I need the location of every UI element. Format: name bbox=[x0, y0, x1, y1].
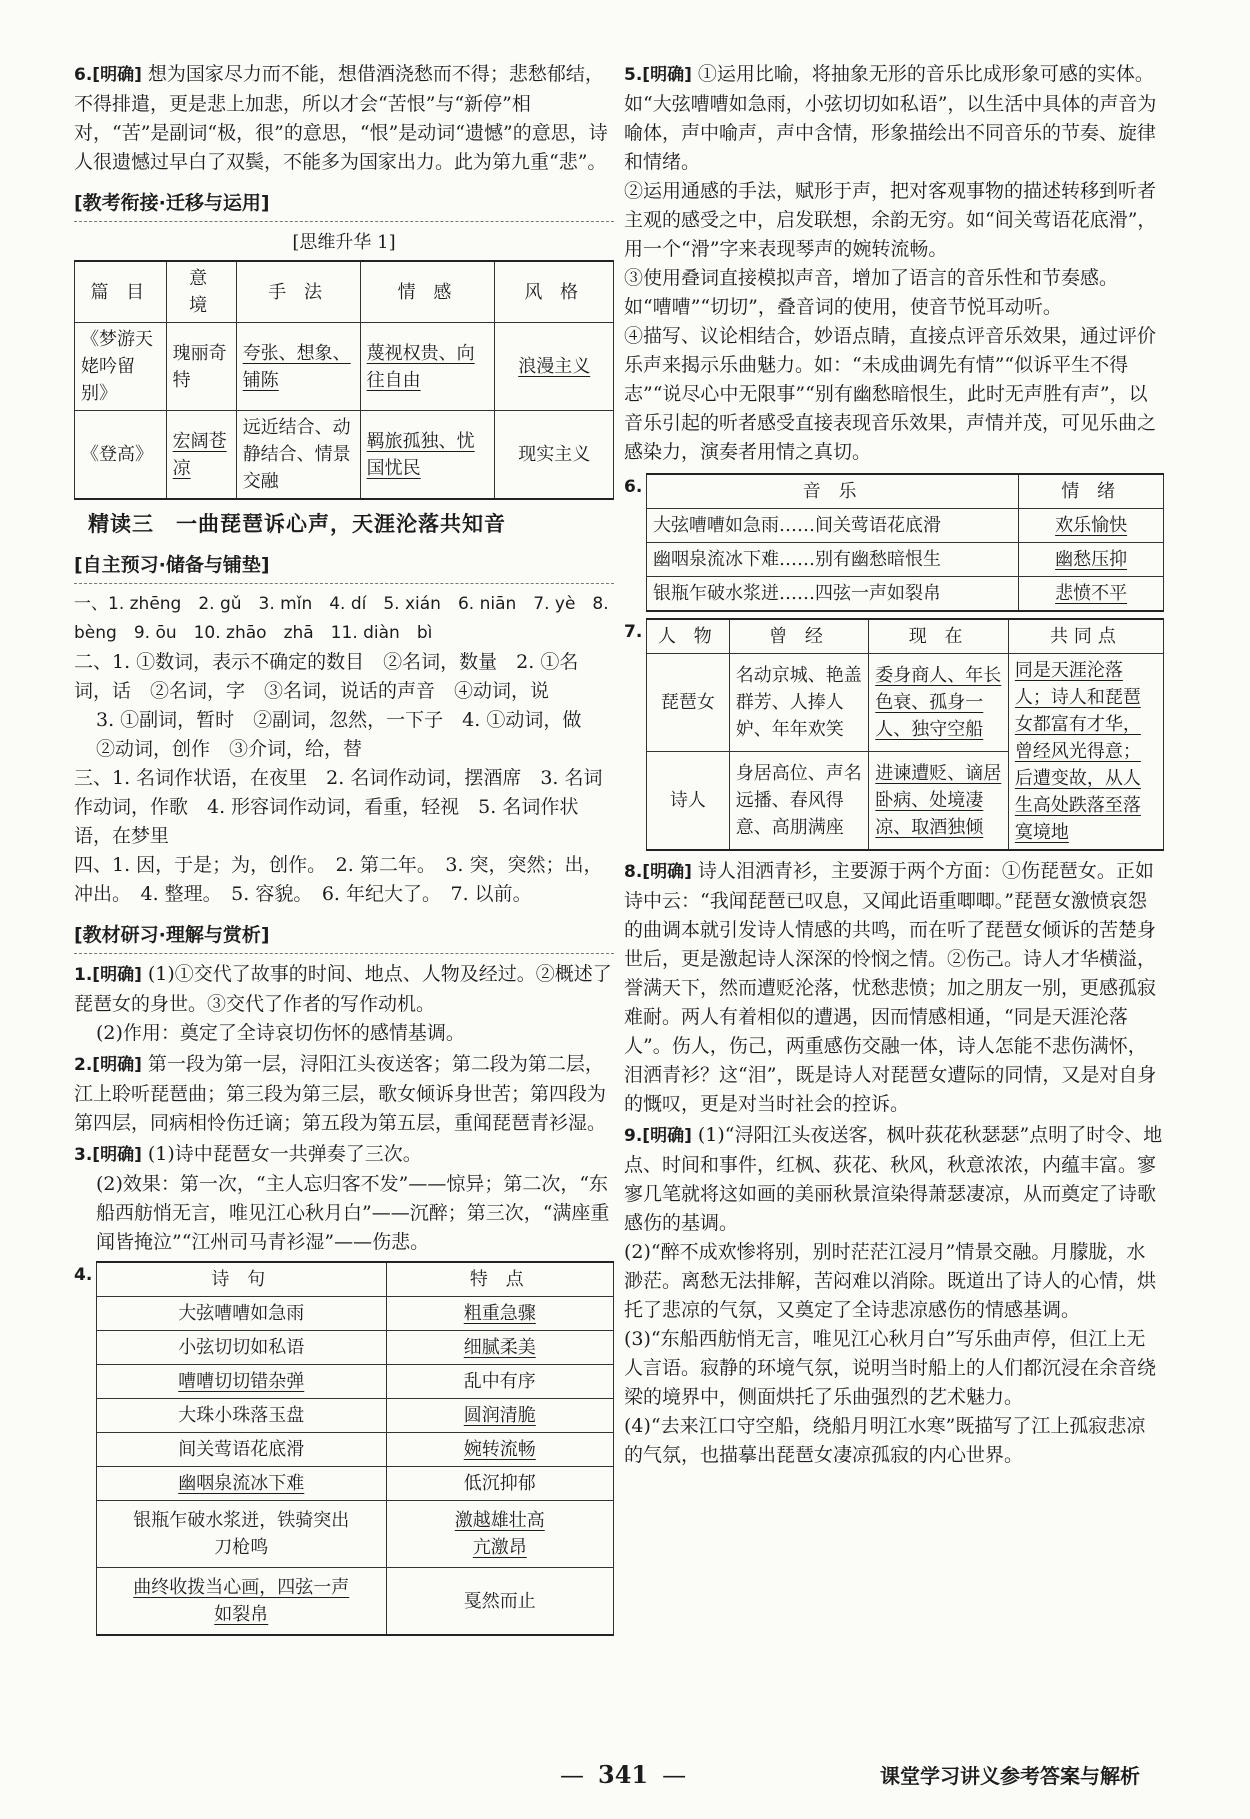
answer-5: 5.[明确] ①运用比喻，将抽象无形的音乐比成形象可感的实体。如“大弦嘈嘈如急雨，小弦切切如私语”，以生活中具体的声音为喻体，声中喻声，声中含情，形象描绘出不同音乐的节奏、旋律和情绪。 ②运用通感的手法，赋形于声，把对客观事物的描述转移到听者主观的感受之中，启发联想，余韵无穷。如“间关莺语花底滑”，用一个“滑”字来表现琴声的婉转流畅。 ③使用叠词直接模拟声音，增加了语言的音乐性和节奏感。如“嘈嘈”“切切”，叠音词的使用，使音节悦耳动听。 ④描写、议论相结合，妙语点睛，直接点评音乐效果，通过评价乐声来揭示乐曲魅力。如：“未成曲调先有情”“似诉平生不得志”“说尽心中无限事”“别有幽愁暗恨生，此时无声胜有声”，以音乐引起的听者感受直接表现音乐效果，声情并茂，可见乐曲之感染力，演奏者用情之真切。 bbox=[624, 63, 1157, 463]
table-row: 大珠小珠落玉盘 圆润清脆 bbox=[97, 1399, 614, 1433]
right-column bbox=[624, 60, 1164, 1472]
answer-3: 3.[明确] (1)诗中琵琶女一共弹奏了三次。 (2)效果：第一次，“主人忘归客不发”——惊异；第二次，“东船西舫悄无言，唯见江心秋月白”——沉醉；第三次，“满座重闻皆掩泣”“江州司马青衫湿”——伤悲。 bbox=[74, 1143, 610, 1253]
table-row: 幽咽泉流冰下难 低沉抑郁 bbox=[97, 1467, 614, 1501]
preview-3: 三、1. 名词作状语，在夜里 2. 名词作动词，摆酒席 3. 名词作动词，作歌 4. 形容词作动词，看重，轻视 5. 名词作状语，在梦里 bbox=[74, 767, 603, 847]
table-row: 大弦嘈嘈如急雨……间关莺语花底滑 欢乐愉快 bbox=[647, 509, 1164, 543]
answer-8: 8.[明确] 诗人泪洒青衫，主要源于两个方面：①伤琵琶女。正如诗中云：“我闻琵琶已叹息，又闻此语重唧唧。”琵琶女激愤哀怨的曲调本就引发诗人情感的共鸣，而在听了琵琶女倾诉的苦楚身世后，更是激起诗人深深的怜悯之情。②伤己。诗人才华横溢，誉满天下，然而遭贬沦落，忧愁悲愤；加之朋友一别，更感孤寂难耐。两人有着相似的遭遇，因而情感相通，“同是天涯沦落人”。伤人，伤己，两重感伤交融一体，诗人怎能不悲伤满怀，泪洒青衫？这“泪”，既是诗人对琵琶女遭际的同情，又是对自身的慨叹，更是对当时社会的控诉。 bbox=[624, 860, 1157, 1115]
pinyin-answers: 一、1. zhēng 2. gǔ 3. mǐn 4. dí 5. xián 6. niān 7. yè 8. bèng 9. ōu 10. zhāo zhā 11. diàn bì bbox=[74, 594, 609, 643]
table-row: 大弦嘈嘈如急雨 粗重急骤 bbox=[97, 1297, 614, 1331]
table-row: 琵琶女 名动京城、艳盖群芳、人捧人妒、年年欢笑 委身商人、年长色衰、孤身一人、独守空船 同是天涯沦落人；诗人和琵琶女都富有才华，曾经风光得意；后遭变故，从人生高处跌落至落寞境地 bbox=[647, 654, 1164, 752]
preview-2b: 3. ①副词，暂时 ②副词，忽然，一下子 4. ①动词，做 ②动词，创作 ③介词，给，替 bbox=[96, 709, 601, 760]
section-header-1: [教考衔接·迁移与运用] bbox=[74, 189, 614, 222]
section-title: 精读三 一曲琵琶诉心声，天涯沦落共知音 bbox=[88, 512, 506, 536]
music-emotion-table: 音 乐 情 绪 大弦嘈嘈如急雨……间关莺语花底滑 欢乐愉快 幽咽泉流冰下难……别有幽愁暗恨生 幽愁压抑 银瓶乍破水浆迸……四弦一声如裂帛 悲愤不平 bbox=[646, 473, 1164, 612]
footer-title: 课堂学习讲义参考答案与解析 bbox=[880, 1764, 1140, 1788]
section-header-3: [教材研习·理解与赏析] bbox=[74, 921, 614, 954]
table-row: 银瓶乍破水浆迸，铁骑突出刀枪鸣 激越雄壮高亢激昂 bbox=[97, 1501, 614, 1568]
page-footer bbox=[0, 1760, 1250, 1800]
answer-2: 2.[明确] 第一段为第一层，浔阳江头夜送客；第二段为第二层，江上聆听琵琶曲；第三段为第三层，歌女倾诉身世苦；第四段为第四层，同病相怜伤迁谪；第五段为第五层，重闻琵琶青衫湿。 bbox=[74, 1053, 607, 1134]
left-column bbox=[74, 60, 614, 1636]
table-row: 《登高》 宏阔苍凉 远近结合、动静结合、情景交融 羁旅孤独、忧国忧民 现实主义 bbox=[75, 411, 614, 500]
preview-2a: 二、1. ①数词，表示不确定的数目 ②名词，数量 2. ①名词，话 ②名词，字 ③名词，说话的声音 ④动词，说 bbox=[74, 651, 579, 702]
section-header-2: [自主预习·储备与铺垫] bbox=[74, 551, 614, 584]
table-row: 《梦游天姥吟留别》 瑰丽奇特 夸张、想象、铺陈 蔑视权贵、向往自由 浪漫主义 bbox=[75, 323, 614, 411]
table1-caption: [思维升华 1] bbox=[292, 232, 396, 253]
poem-compare-table: 篇 目 意 境 手 法 情 感 风 格 《梦游天姥吟留别》 瑰丽奇特 夸张、想象、铺陈 蔑视权贵、向往自由 浪漫主义 《登高》 宏阔苍凉 远近结合、动静结合、情景交融 羁旅孤独、忧国忧民 现实主义 bbox=[74, 260, 614, 500]
verse-feature-table: 诗 句 特 点 大弦嘈嘈如急雨 粗重急骤 小弦切切如私语 细腻柔美 嘈嘈切切错杂弹 乱中有序 大珠小珠落玉盘 圆润清脆 间关莺语花底滑 婉转流畅 幽咽泉流冰下难 低沉抑郁 银瓶乍破水浆迸，铁骑突出刀枪鸣 激越雄壮高亢激昂 曲终收拨当心画，四弦一声如裂帛 戛然而止 bbox=[96, 1261, 614, 1636]
character-compare-table: 人 物 曾 经 现 在 共同点 琵琶女 名动京城、艳盖群芳、人捧人妒、年年欢笑 委身商人、年长色衰、孤身一人、独守空船 同是天涯沦落人；诗人和琵琶女都富有才华，曾经风光得意；后遭变故，从人生高处跌落至落寞境地 诗人 身居高位、声名远播、春风得意、高朋满座 进谏遭贬、谪居卧病、处境凄凉、取酒独倾 bbox=[646, 618, 1164, 851]
table-row: 银瓶乍破水浆迸……四弦一声如裂帛 悲愤不平 bbox=[647, 577, 1164, 612]
answer-4: 4. 诗 句 特 点 大弦嘈嘈如急雨 粗重急骤 小弦切切如私语 细腻柔美 嘈嘈切切错杂弹 乱中有序 大珠小珠落玉盘 圆润清脆 间关莺语花底滑 婉转流畅 幽咽泉流冰下难 低沉抑郁 银瓶乍破水浆迸，铁骑突出刀枪鸣 激越雄壮高亢激昂 曲终收拨当心画，四弦一声如裂帛 戛然而止 bbox=[74, 1261, 614, 1636]
preview-4: 四、1. 因，于是；为，创作。 2. 第二年。 3. 突，突然；出，冲出。 4. 整理。 5. 容貌。 6. 年纪大了。 7. 以前。 bbox=[74, 854, 603, 905]
table-row: 曲终收拨当心画，四弦一声如裂帛 戛然而止 bbox=[97, 1568, 614, 1636]
table-row: 间关莺语花底滑 婉转流畅 bbox=[97, 1433, 614, 1467]
table-row: 诗人 身居高位、声名远播、春风得意、高朋满座 进谏遭贬、谪居卧病、处境凄凉、取酒独倾 bbox=[647, 751, 1164, 850]
table-row: 嘈嘈切切错杂弹 乱中有序 bbox=[97, 1365, 614, 1399]
answer-6: 6. 音 乐 情 绪 大弦嘈嘈如急雨……间关莺语花底滑 欢乐愉快 幽咽泉流冰下难……别有幽愁暗恨生 幽愁压抑 银瓶乍破水浆迸……四弦一声如裂帛 悲愤不平 bbox=[624, 473, 1164, 612]
answer-9: 9.[明确] (1)“浔阳江头夜送客，枫叶荻花秋瑟瑟”点明了时令、地点、时间和事件，红枫、荻花、秋风，秋意浓浓，内蕴丰富。寥寥几笔就将这如画的美丽秋景渲染得萧瑟凄凉，从而奠定了诗歌感伤的基调。 (2)“醉不成欢惨将别，别时茫茫江浸月”情景交融。月朦胧，水渺茫。离愁无法排解，苦闷难以消除。既道出了诗人的心情，烘托了悲凉的气氛，又奠定了全诗悲凉感伤的情感基调。 (3)“东船西舫悄无言，唯见江心秋月白”写乐曲声停，但江上无人言语。寂静的环境气氛，说明当时船上的人们都沉浸在余音绕梁的境界中，侧面烘托了乐曲强烈的艺术魅力。 (4)“去来江口守空船，绕船月明江水寒”既描写了江上孤寂悲凉的气氛，也描摹出琵琶女凄凉孤寂的内心世界。 bbox=[624, 1124, 1163, 1466]
table-row: 幽咽泉流冰下难……别有幽愁暗恨生 幽愁压抑 bbox=[647, 543, 1164, 577]
answer-1: 1.[明确] (1)①交代了故事的时间、地点、人物及经过。②概述了琵琶女的身世。③交代了作者的写作动机。 (2)作用：奠定了全诗哀切伤怀的感情基调。 bbox=[74, 963, 612, 1044]
page-number: — 341 — bbox=[560, 1760, 686, 1790]
answer-7: 7. 人 物 曾 经 现 在 共同点 琵琶女 名动京城、艳盖群芳、人捧人妒、年年欢笑 委身商人、年长色衰、孤身一人、独守空船 同是天涯沦落人；诗人和琵琶女都富有才华，曾经风光得意；后遭变故，从人生高处跌落至落寞境地 诗人 身居高位、声名远播、春风得意、高朋满座 进谏遭贬、谪居卧病、处境凄凉、取酒独倾 bbox=[624, 618, 1164, 851]
answer-6-left: 6.[明确] 想为国家尽力而不能，想借酒浇愁而不得；悲愁郁结，不得排遣，更是悲上加悲，所以才会“苦恨”与“新停”相对，“苦”是副词“极，很”的意思，“恨”是动词“遗憾”的意思，诗人很遗憾过早白了双鬓，不能多为国家出力。此为第九重“悲”。 bbox=[74, 63, 608, 173]
table-row: 小弦切切如私语 细腻柔美 bbox=[97, 1331, 614, 1365]
